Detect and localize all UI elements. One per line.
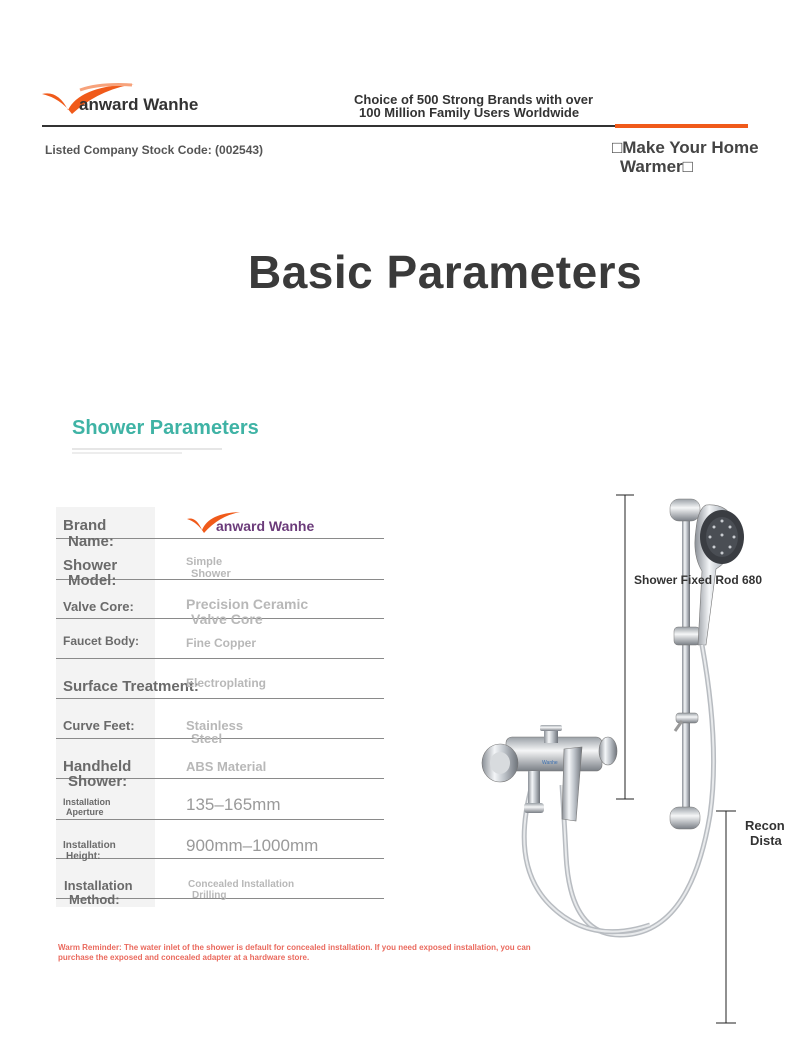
rod-dimension-label: Shower Fixed Rod 680 bbox=[634, 573, 763, 587]
section-subtitle-decoration bbox=[72, 446, 232, 454]
param-value-brand: anward Wanhe bbox=[216, 518, 315, 534]
rec-line-2: Dista bbox=[750, 833, 782, 848]
param-value: Fine Copper bbox=[186, 636, 257, 650]
param-label bbox=[64, 879, 133, 907]
svg-text:Wanhe: Wanhe bbox=[542, 760, 558, 766]
param-label-line: Installation bbox=[64, 878, 133, 893]
param-label-line: Shower bbox=[63, 557, 118, 574]
param-value-line: Drilling bbox=[192, 890, 227, 901]
header-accent-bar bbox=[615, 124, 748, 128]
param-value-line: Valve Core bbox=[191, 611, 263, 627]
param-value-line: Steel bbox=[191, 731, 223, 746]
slogan-line-2: 100 Million Family Users Worldwide bbox=[359, 105, 580, 120]
param-row-valve-core bbox=[56, 579, 384, 627]
warmer-line-1: □Make Your Home bbox=[612, 138, 759, 157]
param-row-surface-treatment bbox=[56, 658, 384, 699]
param-row-brand bbox=[56, 507, 384, 550]
param-label-line: Installation bbox=[63, 840, 116, 851]
page-title: Basic Parameters bbox=[248, 246, 643, 298]
param-label: Curve Feet: bbox=[63, 718, 135, 733]
section-title: Shower Parameters bbox=[72, 417, 259, 439]
slogan bbox=[354, 93, 644, 119]
param-value: ABS Material bbox=[186, 759, 267, 774]
param-row-curve-feet bbox=[56, 698, 384, 746]
param-value: Electroplating bbox=[186, 676, 267, 690]
param-value-line: Precision Ceramic bbox=[186, 596, 309, 612]
param-label: Valve Core: bbox=[63, 599, 134, 614]
param-row-installation-method bbox=[56, 858, 384, 907]
warmer-slogan bbox=[612, 138, 759, 176]
param-value: 900mm–1000mm bbox=[186, 836, 319, 855]
param-label-line: Method: bbox=[69, 892, 120, 907]
param-label-line: Model: bbox=[68, 572, 117, 589]
shower-set-icon bbox=[470, 485, 790, 1041]
param-row-handheld-shower bbox=[56, 738, 384, 790]
param-value bbox=[188, 879, 294, 901]
param-row-shower-model bbox=[56, 538, 384, 589]
param-value-line: Shower bbox=[191, 568, 231, 580]
param-label-line: Name: bbox=[68, 533, 114, 550]
param-row-installation-aperture bbox=[56, 778, 384, 820]
param-label-line: Shower: bbox=[68, 773, 128, 790]
param-label-line: Brand bbox=[63, 517, 107, 534]
warmer-line-2: Warmer□ bbox=[620, 157, 693, 176]
stock-code: Listed Company Stock Code: (002543) bbox=[45, 143, 264, 157]
param-label-line: Installation bbox=[63, 797, 111, 807]
param-value-line: Simple bbox=[186, 556, 223, 568]
param-value-line: Concealed Installation bbox=[188, 879, 295, 890]
param-value bbox=[186, 556, 231, 580]
recommended-distance-label bbox=[745, 818, 785, 848]
param-label-line: Handheld bbox=[63, 758, 132, 775]
brand-name: anward Wanhe bbox=[79, 95, 199, 114]
param-label: Surface Treatment: bbox=[63, 678, 199, 695]
param-value: 135–165mm bbox=[186, 795, 281, 814]
param-row-installation-height bbox=[56, 819, 384, 862]
param-label-line: Height: bbox=[66, 851, 101, 862]
param-label bbox=[63, 797, 111, 817]
param-value-line: Stainless bbox=[186, 718, 244, 733]
warm-reminder: Warm Reminder: The water inlet of the shower is default for concealed installation. If you need exposed installation, you can purchase the exposed and concealed adapter at a hardware store. bbox=[58, 943, 531, 962]
param-row-faucet-body bbox=[56, 618, 384, 659]
slogan-line-1: Choice of 500 Strong Brands with over bbox=[354, 92, 594, 107]
rec-line-1: Recon bbox=[745, 818, 785, 833]
param-label-line: Aperture bbox=[66, 807, 104, 817]
param-label: Faucet Body: bbox=[63, 634, 140, 648]
